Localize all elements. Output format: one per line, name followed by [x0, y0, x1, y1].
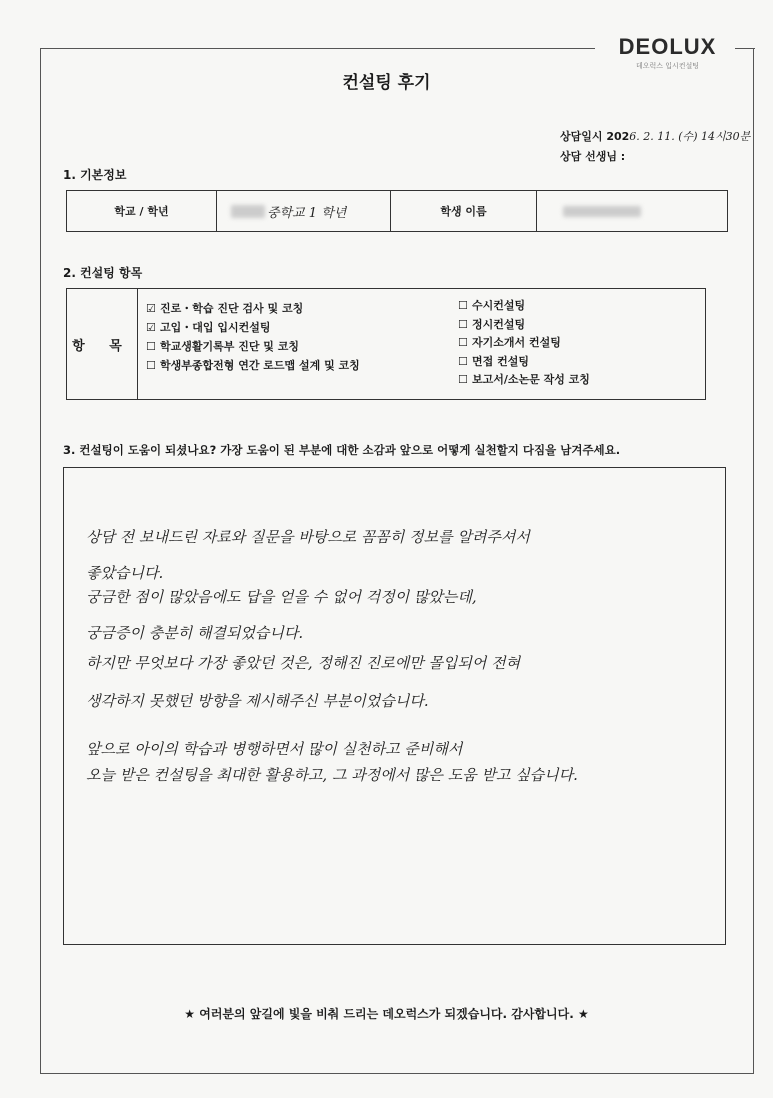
checkbox-checked-icon: ☑	[146, 321, 156, 334]
checkbox-empty-icon: ☐	[458, 336, 468, 349]
student-name-label: 학생 이름	[391, 191, 537, 231]
consult-teacher-label: 상담 선생님 :	[560, 150, 626, 163]
school-grade-text: 중학교 1 학년	[267, 205, 347, 221]
answer-line: 오늘 받은 컨설팅을 최대한 활용하고, 그 과정에서 많은 도움 받고 싶습니다.	[86, 766, 578, 784]
checkbox-empty-icon: ☐	[458, 317, 468, 331]
section-basic-info-heading: 1. 기본정보	[63, 168, 127, 182]
brand-logo	[600, 34, 735, 71]
answer-line: 상담 전 보내드린 자료와 질문을 바탕으로 꼼꼼히 정보를 알려주셔서	[86, 528, 530, 546]
items-right-column	[446, 289, 590, 399]
checkbox-empty-icon: ☐	[146, 359, 156, 372]
footer-message: ★ 여러분의 앞길에 빛을 비춰 드리는 데오럭스가 되겠습니다. 감사합니다. ★	[184, 1007, 589, 1021]
item-checkbox-row: ☐ 학교생활기록부 진단 및 코칭	[146, 337, 446, 356]
answer-line: 좋았습니다.	[86, 564, 164, 582]
items-left-column	[138, 289, 446, 399]
items-label: 항 목	[67, 289, 138, 399]
consult-date-value: 6. 2. 11. (수) 14시30분	[629, 130, 751, 143]
item-checkbox-row: ☐ 면접 컨설팅	[458, 353, 590, 372]
checkbox-empty-icon: ☐	[458, 354, 468, 368]
frame-top-border-right	[735, 48, 755, 49]
redacted-school-name	[231, 205, 265, 218]
answer-line: 생각하지 못했던 방향을 제시해주신 부분이었습니다.	[86, 692, 429, 710]
consulting-items-table	[66, 288, 706, 400]
page-title: 컨설팅 후기	[342, 73, 431, 93]
school-grade-label: 학교 / 학년	[67, 191, 217, 231]
frame-left-border	[40, 48, 41, 1073]
item-checkbox-row: ☑ 진로・학습 진단 검사 및 코칭	[146, 299, 446, 318]
school-grade-value	[217, 191, 391, 231]
answer-line: 궁금증이 충분히 해결되었습니다.	[86, 624, 304, 642]
answer-line: 궁금한 점이 많았음에도 답을 얻을 수 없어 걱정이 많았는데,	[86, 588, 477, 606]
checkbox-empty-icon: ☐	[458, 373, 468, 386]
section-items-heading: 2. 컨설팅 항목	[63, 266, 143, 280]
checkbox-checked-icon: ☑	[146, 302, 156, 315]
logo-wordmark: DEOLUX	[618, 34, 717, 59]
answer-line: 앞으로 아이의 학습과 병행하면서 많이 실천하고 준비해서	[86, 740, 463, 758]
feedback-answer-box	[63, 467, 726, 945]
consult-date	[560, 128, 750, 144]
redacted-student-name	[563, 206, 641, 217]
feedback-question: 3. 컨설팅이 도움이 되셨나요? 가장 도움이 된 부분에 대한 소감과 앞으로 어떻게 실천할지 다짐을 남겨주세요.	[63, 443, 621, 457]
consult-date-label: 상담일시 202	[560, 130, 630, 143]
answer-line: 하지만 무엇보다 가장 좋았던 것은, 정해진 진로에만 몰입되어 전혀	[86, 654, 521, 672]
frame-top-border	[40, 48, 595, 49]
student-name-value	[537, 191, 727, 231]
frame-bottom-border	[40, 1073, 754, 1074]
frame-right-border	[753, 48, 754, 1073]
checkbox-empty-icon: ☐	[146, 340, 156, 353]
basic-info-table	[66, 190, 728, 232]
item-checkbox-row: ☐ 정시컨설팅	[458, 316, 590, 335]
logo-tagline: 데오럭스 입시컨설팅	[635, 62, 700, 70]
checkbox-empty-icon: ☐	[458, 299, 468, 312]
item-checkbox-row: ☑ 고입・대입 입시컨설팅	[146, 318, 446, 337]
item-checkbox-row: ☐ 보고서/소논문 작성 코칭	[458, 371, 590, 390]
item-checkbox-row: ☐ 수시컨설팅	[458, 297, 590, 316]
item-checkbox-row: ☐ 자기소개서 컨설팅	[458, 334, 590, 353]
item-checkbox-row: ☐ 학생부종합전형 연간 로드맵 설계 및 코칭	[146, 356, 446, 375]
